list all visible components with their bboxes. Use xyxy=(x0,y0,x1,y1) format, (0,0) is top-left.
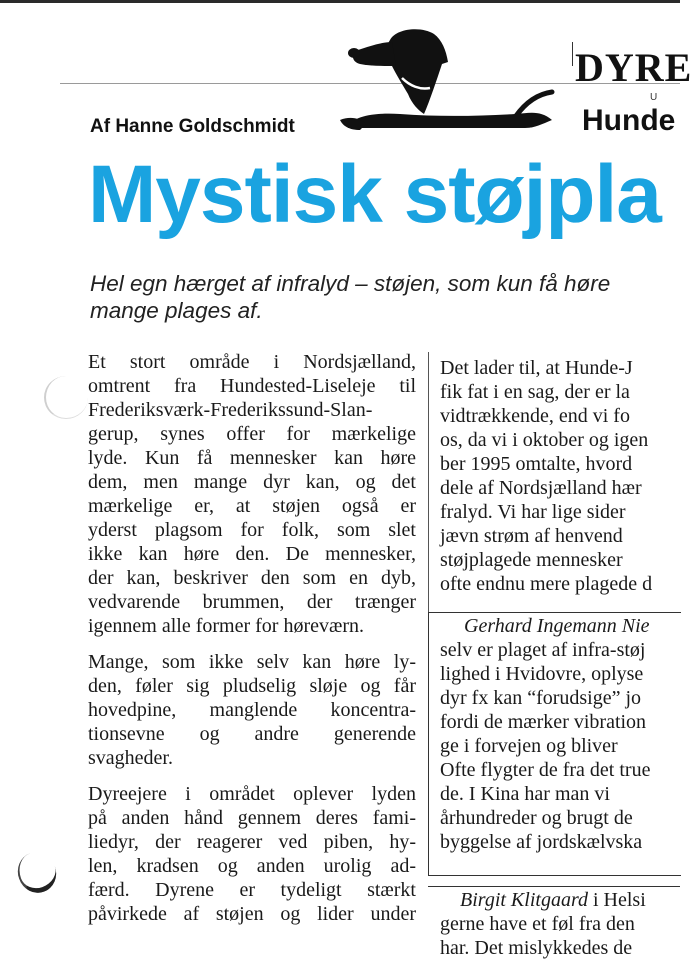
section-rule xyxy=(428,886,680,887)
bottom-first-rest: i Helsi xyxy=(587,889,646,911)
text-line: Et stort område i Nordsjælland, xyxy=(88,351,416,373)
punch-hole-mark xyxy=(12,847,62,899)
text-line: fordi de mærker vibration xyxy=(440,711,647,733)
text-line: Mange, som ikke selv kan høre ly- xyxy=(88,651,416,673)
masthead-bracket xyxy=(572,42,573,66)
text-line: byggelse af jordskælvska xyxy=(440,831,643,853)
text-line: lyde. Kun få mennesker kan høre xyxy=(88,447,416,469)
text-line: på anden hånd gennem deres fami- xyxy=(88,807,416,829)
text-line: påvirkede af støjen og lider under xyxy=(88,903,416,925)
box-text xyxy=(440,614,700,854)
text-line: de. I Kina har man vi xyxy=(440,783,610,805)
text-line: der kan, beskriver den som en dyb, xyxy=(88,567,416,589)
dog-logo-icon xyxy=(330,20,560,140)
paragraph xyxy=(88,782,416,926)
text-line: lighed i Hvidovre, oplyse xyxy=(440,663,644,685)
text-line: Frederiksværk-Frederikssund-Slan- xyxy=(88,399,373,421)
text-line: dele af Nordsjælland hær xyxy=(440,477,642,499)
text-line: støjplagede mennesker xyxy=(440,549,623,571)
bottom-name: Birgit Klitgaard xyxy=(460,889,588,911)
text-line: ikke kan høre den. De mennesker, xyxy=(88,543,416,565)
text-line: igennem alle former for høreværn. xyxy=(88,615,365,637)
paragraph xyxy=(88,650,416,770)
text-line xyxy=(440,888,700,912)
text-line: os, da vi i oktober og igen xyxy=(440,429,649,451)
text-line: den, føler sig pludselig sløje og får xyxy=(88,675,416,697)
headline: Mystisk støjpla xyxy=(88,149,661,240)
text-line: selv er plaget af infra-støj xyxy=(440,639,646,661)
text-line: dyr fx kan “forudsige” jo xyxy=(440,687,642,709)
text-line: gerne have et føl fra den xyxy=(440,913,635,935)
text-line: ofte endnu mere plagede d xyxy=(440,573,653,595)
text-line: liedyr, der reagerer ved piben, hy- xyxy=(88,831,416,853)
text-line: tionsevne og andre generende xyxy=(88,723,416,745)
byline: Af Hanne Goldschmidt xyxy=(90,116,295,137)
text-line: århundreder og brugt de xyxy=(440,807,633,829)
text-line: jævn strøm af henvend xyxy=(440,525,623,547)
subheading-line: Hel egn hærget af infralyd – støjen, som kun få høre xyxy=(90,271,611,296)
masthead-title: DYRE xyxy=(575,45,693,90)
text-line: fik fat i en sag, der er la xyxy=(440,381,630,403)
paragraph xyxy=(88,350,416,638)
text-line: ge i forvejen og bliver xyxy=(440,735,618,757)
text-line: hovedpine, manglende koncentra- xyxy=(88,699,416,721)
column-divider xyxy=(428,352,429,614)
box-name: Gerhard Ingemann Nie xyxy=(464,615,650,637)
text-line: fralyd. Vi har lige sider xyxy=(440,501,626,523)
masthead-small-text: U xyxy=(650,92,658,103)
text-line: Ofte flygter de fra det true xyxy=(440,759,651,781)
page-cut-edge xyxy=(0,962,680,971)
text-line: vedvarende brummen, der trænger xyxy=(88,591,416,613)
text-line: har. Det mislykkedes de xyxy=(440,937,633,959)
text-line: Det lader til, at Hunde-J xyxy=(440,357,633,379)
text-line: yderst plagsom for folk, som slet xyxy=(88,519,416,541)
text-line: len, kradsen og anden urolig ad- xyxy=(88,855,416,877)
subheading xyxy=(90,270,680,324)
punch-hole-mark xyxy=(44,376,88,419)
text-line: færd. Dyrene er tydeligt stærkt xyxy=(88,879,416,901)
text-line: Dyreejere i området oplever lyden xyxy=(88,783,416,805)
top-border xyxy=(0,0,680,3)
text-line: svagheder. xyxy=(88,747,173,769)
text-line: gerup, synes offer for mærkelige xyxy=(88,423,416,445)
text-line: mærkelige er, at støjen også er xyxy=(88,495,416,517)
left-column xyxy=(88,350,416,926)
text-line: omtrent fra Hundested-Liseleje til xyxy=(88,375,416,397)
right-column xyxy=(440,356,700,596)
text-line: vidtrækkende, end vi fo xyxy=(440,405,630,427)
bottom-right-text xyxy=(440,888,700,960)
masthead-subtitle: Hunde xyxy=(582,104,676,137)
text-line: dem, men mange dyr kan, og det xyxy=(88,471,416,493)
subheading-line: mange plages af. xyxy=(90,298,263,323)
text-line: ber 1995 omtalte, hvord xyxy=(440,453,633,475)
